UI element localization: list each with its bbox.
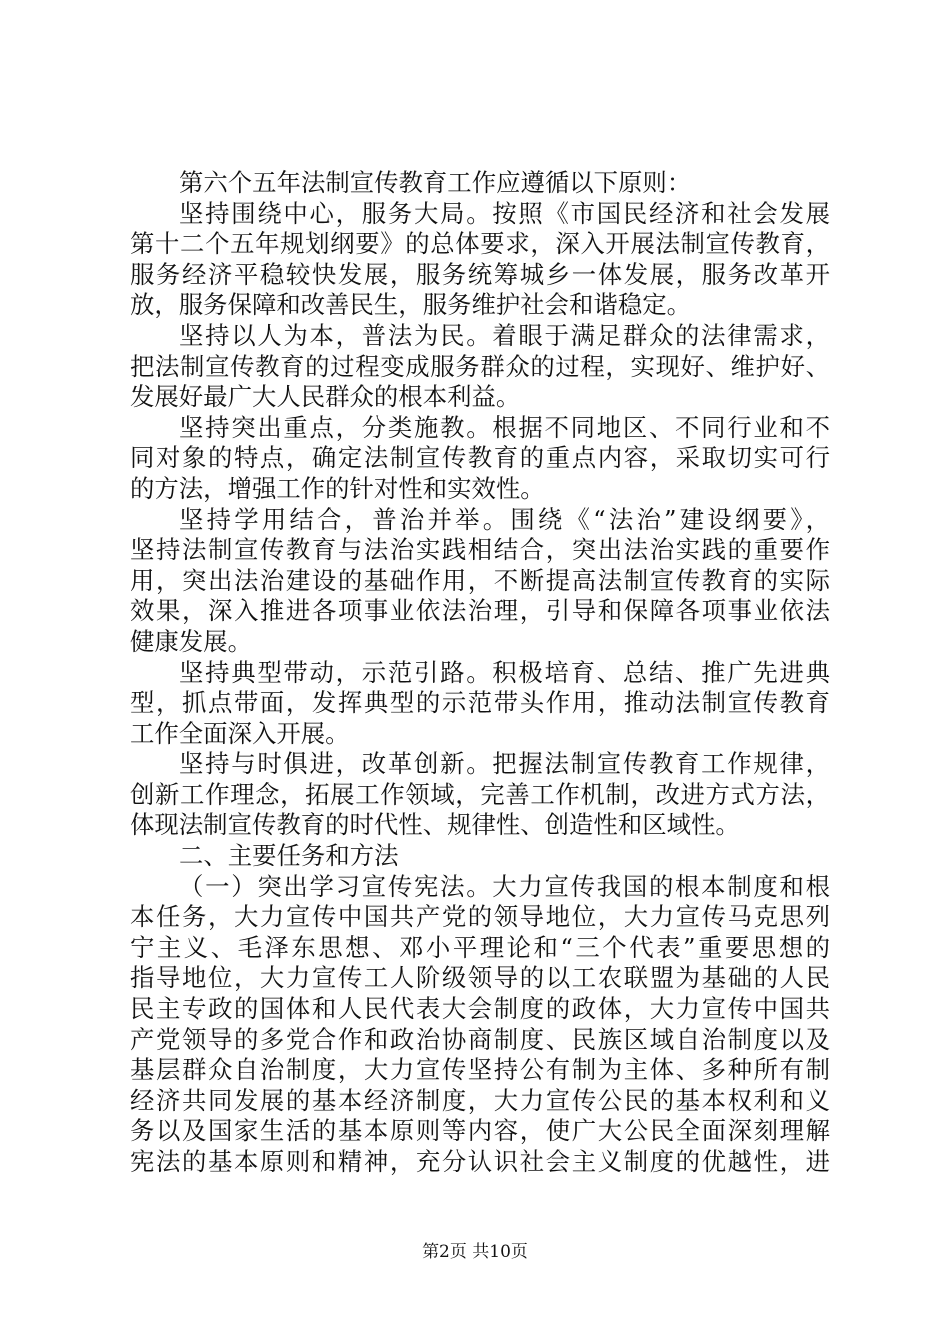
text-line: 民主专政的国体和人民代表大会制度的政体，大力宣传中国共 [130, 994, 830, 1024]
text-line: 健康发展。 [130, 626, 252, 656]
text-line: 经济共同发展的基本经济制度，大力宣传公民的基本权利和义 [130, 1085, 830, 1115]
text-line: 坚持典型带动，示范引路。积极培育、总结、推广先进典 [179, 657, 830, 687]
text-line: 的方法，增强工作的针对性和实效性。 [130, 473, 545, 503]
text-line: 第十二个五年规划纲要》的总体要求，深入开展法制宣传教育， [130, 229, 830, 259]
text-line: 二、主要任务和方法 [179, 841, 399, 871]
text-line: 宁主义、毛泽东思想、邓小平理论和“三个代表”重要思想的 [130, 932, 830, 962]
text-line: 创新工作理念，拓展工作领域，完善工作机制，改进方式方法， [130, 779, 830, 809]
text-line: 本任务，大力宣传中国共产党的领导地位，大力宣传马克思列 [130, 902, 830, 932]
text-line: 务以及国家生活的基本原则等内容，使广大公民全面深刻理解 [130, 1116, 830, 1146]
text-line: 同对象的特点，确定法制宣传教育的重点内容，采取切实可行 [130, 443, 830, 473]
text-line: 坚持学用结合，普治并举。围绕《“法治”建设纲要》， [179, 504, 830, 534]
document-body [130, 168, 830, 1178]
text-line: 坚持与时俱进，改革创新。把握法制宣传教育工作规律， [179, 749, 830, 779]
text-line: 把法制宣传教育的过程变成服务群众的过程，实现好、维护好、 [130, 351, 830, 381]
text-line: 体现法制宣传教育的时代性、规律性、创造性和区域性。 [130, 810, 740, 840]
text-line: 产党领导的多党合作和政治协商制度、民族区域自治制度以及 [130, 1024, 830, 1054]
text-line: 坚持以人为本，普法为民。着眼于满足群众的法律需求， [179, 320, 830, 350]
text-line: 工作全面深入开展。 [130, 718, 350, 748]
text-line: 服务经济平稳较快发展，服务统筹城乡一体发展，服务改革开 [130, 259, 830, 289]
text-line: 型，抓点带面，发挥典型的示范带头作用，推动法制宣传教育 [130, 688, 830, 718]
text-line: 坚持围绕中心，服务大局。按照《市国民经济和社会发展 [179, 198, 830, 228]
text-line: 发展好最广大人民群众的根本利益。 [130, 382, 521, 412]
text-line: 用，突出法治建设的基础作用，不断提高法制宣传教育的实际 [130, 565, 830, 595]
text-line: 指导地位，大力宣传工人阶级领导的以工农联盟为基础的人民 [130, 963, 830, 993]
text-line: （一）突出学习宣传宪法。大力宣传我国的根本制度和根 [179, 871, 830, 901]
text-line: 坚持法制宣传教育与法治实践相结合，突出法治实践的重要作 [130, 535, 830, 565]
text-line: 第六个五年法制宣传教育工作应遵循以下原则： [179, 168, 692, 197]
text-line: 宪法的基本原则和精神，充分认识社会主义制度的优越性，进 [130, 1147, 830, 1176]
page-footer: 第2页 共10页 [422, 1242, 528, 1262]
text-line: 基层群众自治制度，大力宣传坚持公有制为主体、多种所有制 [130, 1055, 830, 1085]
text-line: 放，服务保障和改善民生，服务维护社会和谐稳定。 [130, 290, 691, 320]
text-line: 效果，深入推进各项事业依法治理，引导和保障各项事业依法 [130, 596, 830, 626]
text-line: 坚持突出重点，分类施教。根据不同地区、不同行业和不 [179, 412, 830, 442]
